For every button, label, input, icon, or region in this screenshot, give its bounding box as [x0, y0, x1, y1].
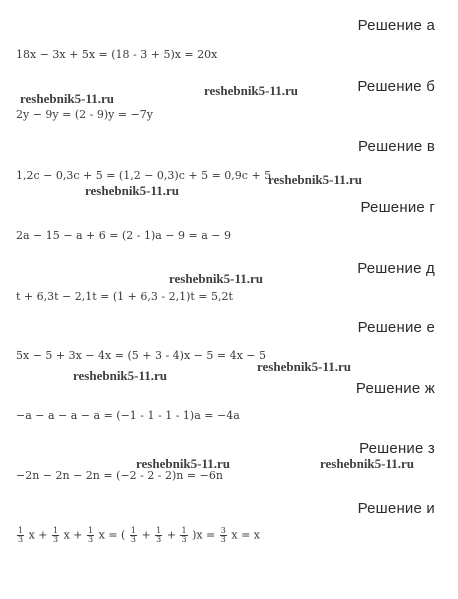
equation-b: 2y − 9y = (2 - 9)y = −7y [16, 108, 153, 121]
equation-term: )x = [192, 528, 216, 542]
watermark: reshebnik5-11.ru [257, 359, 352, 374]
heading-b: Решение б [357, 78, 435, 95]
watermark: reshebnik5-11.ru [268, 172, 363, 187]
equation-z: −2n − 2n − 2n = (−2 - 2 - 2)n = −6n [16, 469, 223, 482]
watermark: reshebnik5-11.ru [20, 91, 115, 106]
equation-a: 18x − 3x + 5x = (18 - 3 + 5)x = 20x [16, 48, 218, 61]
equation-term: x = ( [98, 528, 126, 542]
heading-v: Решение в [357, 138, 435, 155]
fraction: $\frac{1}{3}$ [88, 526, 94, 544]
heading-d: Решение д [357, 260, 435, 277]
equation-zh: −a − a − a − a = (−1 - 1 - 1 - 1)a = −4a [16, 409, 240, 422]
heading-g: Решение г [360, 199, 435, 216]
fraction: $\frac{1}{3}$ [156, 526, 162, 544]
equation-g: 2a − 15 − a + 6 = (2 - 1)a − 9 = a − 9 [16, 229, 231, 242]
heading-e: Решение е [357, 319, 435, 336]
heading-i: Решение и [357, 500, 435, 517]
equation-e: 5x − 5 + 3x − 4x = (5 + 3 - 4)x − 5 = 4x − 5 [16, 349, 266, 362]
equation-term: x = x [231, 528, 260, 542]
equation-v: 1,2c − 0,3c + 5 = (1,2 − 0,3)c + 5 = 0,9c + 5 [16, 169, 272, 182]
equation-term: + [166, 528, 176, 542]
watermark: reshebnik5-11.ru [169, 271, 264, 286]
fraction: $\frac{1}{3}$ [130, 526, 136, 544]
fraction: $\frac{1}{3}$ [18, 526, 24, 544]
equation-term: x + [63, 528, 83, 542]
watermark: reshebnik5-11.ru [73, 368, 168, 383]
equation-term: x + [28, 528, 48, 542]
watermark: reshebnik5-11.ru [320, 456, 415, 471]
fraction: $\frac{1}{3}$ [181, 526, 187, 544]
fraction: $\frac{1}{3}$ [53, 526, 59, 544]
watermark: reshebnik5-11.ru [136, 456, 231, 471]
equation-term: + [141, 528, 151, 542]
equation-d: t + 6,3t − 2,1t = (1 + 6,3 - 2,1)t = 5,2t [16, 290, 233, 303]
heading-z: Решение з [359, 440, 435, 457]
heading-zh: Решение ж [355, 380, 435, 397]
fraction: $\frac{3}{3}$ [220, 526, 226, 544]
watermark: reshebnik5-11.ru [204, 83, 299, 98]
heading-a: Решение а [357, 17, 435, 34]
equation-i [16, 527, 260, 544]
watermark: reshebnik5-11.ru [85, 183, 180, 198]
